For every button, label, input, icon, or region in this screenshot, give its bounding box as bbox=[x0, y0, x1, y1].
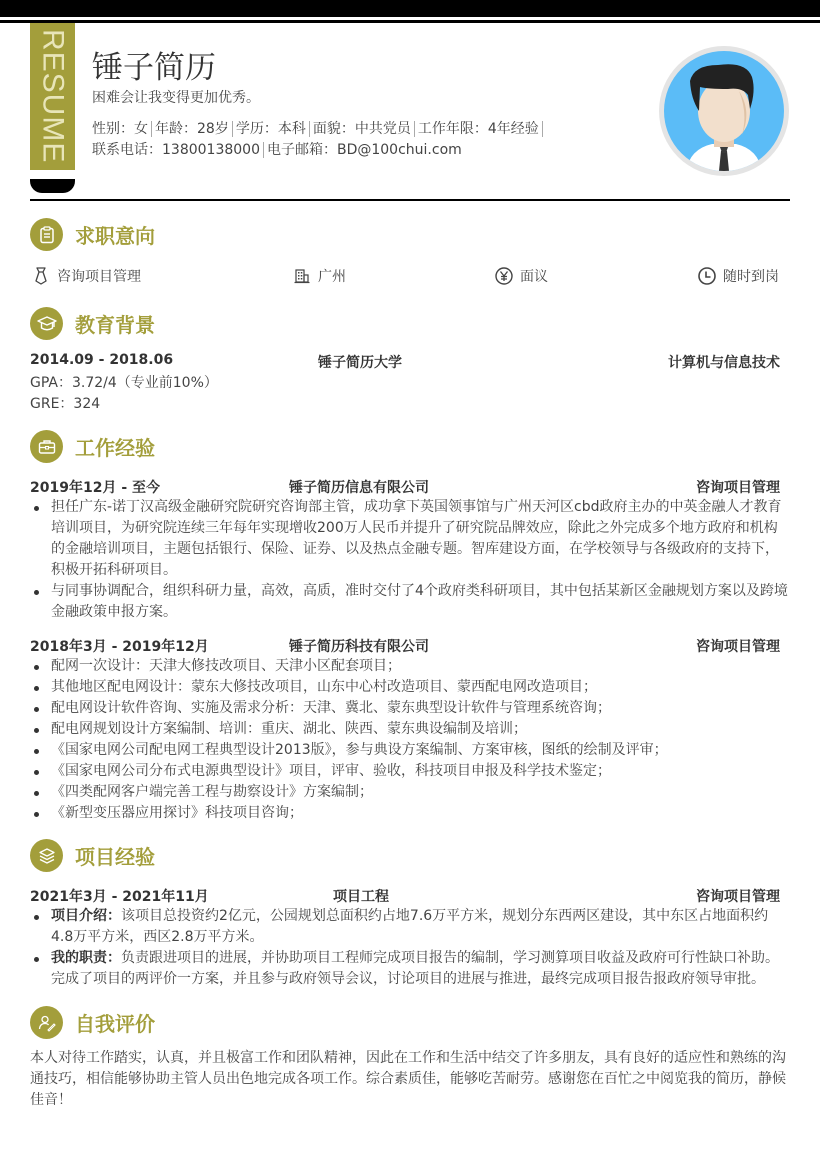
list-item: 配网一次设计：天津大修技改项目、天津小区配套项目； bbox=[30, 656, 790, 677]
self-evaluation-text: 本人对待工作踏实，认真，并且极富工作和团队精神，因此在工作和生活中结交了许多朋友，具有良好的适应性和熟练的沟通技巧，相信能够协助主管人员出色地完成各项工作。综合素质佳，能够吃苦耐劳。感谢您在百忙之中阅览我的简历，静候佳音！ bbox=[30, 1050, 786, 1108]
section-title-projects bbox=[30, 839, 155, 872]
list-item: 配电网设计软件咨询、实施及需求分析：天津、冀北、蒙东典型设计软件与管理系统咨询； bbox=[30, 698, 790, 719]
section-label: 项目经验 bbox=[75, 845, 155, 869]
intent-city-label: 广州 bbox=[318, 269, 346, 285]
project-period: 2021年3月 - 2021年11月 bbox=[30, 889, 209, 905]
project-role: 咨询项目管理 bbox=[696, 889, 780, 905]
education-period: 2014.09 - 2018.06 bbox=[30, 352, 174, 368]
job-bullets bbox=[30, 656, 790, 824]
school-name: 锤子简历大学 bbox=[318, 355, 402, 371]
info-gender: 性别：女 bbox=[92, 121, 152, 137]
intent-salary-label: 面议 bbox=[520, 269, 548, 285]
job-intent-row bbox=[30, 266, 790, 286]
section-title-education bbox=[30, 307, 155, 340]
intent-salary bbox=[495, 266, 548, 286]
major: 计算机与信息技术 bbox=[668, 355, 780, 371]
clock-icon bbox=[698, 267, 716, 285]
section-label: 求职意向 bbox=[75, 224, 155, 248]
info-email: 电子邮箱：BD@100chui.com bbox=[266, 142, 462, 158]
bullet-label: 项目介绍： bbox=[51, 908, 121, 924]
intent-position bbox=[32, 266, 141, 286]
intent-position-label: 咨询项目管理 bbox=[57, 269, 141, 285]
job-role: 咨询项目管理 bbox=[696, 480, 780, 496]
job-role: 咨询项目管理 bbox=[696, 639, 780, 655]
list-item: 《新型变压器应用探讨》科技项目咨询； bbox=[30, 803, 790, 824]
education-gpa: GPA：3.72/4（专业前10%） bbox=[30, 375, 218, 391]
project-name: 项目工程 bbox=[333, 889, 389, 905]
list-item: 《国家电网公司配电网工程典型设计2013版》，参与典设方案编制、方案审核，图纸的绘制及评审； bbox=[30, 740, 790, 761]
section-label: 自我评价 bbox=[75, 1012, 155, 1036]
section-title-self-eval bbox=[30, 1006, 155, 1039]
intent-availability bbox=[698, 266, 779, 286]
layers-icon bbox=[30, 839, 63, 872]
section-title-intent bbox=[30, 218, 155, 251]
job-header bbox=[30, 477, 780, 495]
intent-availability-label: 随时到岗 bbox=[723, 269, 779, 285]
motto: 困难会让我变得更加优秀。 bbox=[92, 90, 260, 106]
building-icon bbox=[293, 267, 311, 285]
resume-tab bbox=[30, 23, 75, 170]
list-item bbox=[30, 906, 790, 948]
bullet-text: 该项目总投资约2亿元，公园规划总面积约占地7.6万平方米，规划分东西两区建设，其中东区占地面积约4.8万平方米，西区2.8万平方米。 bbox=[51, 908, 769, 945]
resume-tab-cap bbox=[30, 179, 75, 193]
section-label: 工作经验 bbox=[75, 436, 155, 460]
person-edit-icon bbox=[30, 1006, 63, 1039]
header-divider bbox=[30, 199, 790, 201]
info-age: 年龄：28岁 bbox=[152, 121, 233, 137]
contact-info-line bbox=[92, 142, 465, 158]
list-item: 《国家电网公司分布式电源典型设计》项目，评审、验收，科技项目申报及科学技术鉴定； bbox=[30, 761, 790, 782]
job-company: 锤子简历科技有限公司 bbox=[289, 639, 429, 655]
info-phone: 联系电话：13800138000 bbox=[92, 142, 264, 158]
graduation-cap-icon bbox=[30, 307, 63, 340]
section-title-work bbox=[30, 430, 155, 463]
list-item: 其他地区配电网设计：蒙东大修技改项目，山东中心村改造项目、蒙西配电网改造项目； bbox=[30, 677, 790, 698]
info-work-years: 工作年限：4年经验 bbox=[415, 121, 543, 137]
job-period: 2018年3月 - 2019年12月 bbox=[30, 639, 209, 655]
top-black-bar bbox=[0, 0, 820, 17]
education-header bbox=[30, 352, 780, 370]
list-item: 配电网规划设计方案编制、培训：重庆、湖北、陕西、蒙东典设编制及培训； bbox=[30, 719, 790, 740]
tie-icon bbox=[32, 267, 50, 285]
list-item: 担任广东-诺丁汉高级金融研究院研究咨询部主管，成功拿下英国领事馆与广州天河区cbd政府主办的中英金融人才教育培训项目，为研究院连续三年每年实现增收200万人民币并提升了研究院品牌效应，除此之外完成多个地方政府和机构的金融培训项目，主题包括银行、保险、证券、以及热点金融专题。智库建设方面，在学校领导与各级政府的支持下，积极开拓科研项目。 bbox=[30, 497, 790, 581]
list-item: 《四类配网客户端完善工程与勘察设计》方案编制； bbox=[30, 782, 790, 803]
briefcase-icon bbox=[30, 430, 63, 463]
job-bullets bbox=[30, 497, 790, 623]
basic-info-line bbox=[92, 121, 543, 137]
list-item: 与同事协调配合，组织科研力量，高效，高质，准时交付了4个政府类科研项目，其中包括某新区金融规划方案以及跨境金融政策申报方案。 bbox=[30, 581, 790, 623]
intent-city bbox=[293, 266, 346, 286]
project-bullets bbox=[30, 906, 790, 990]
section-label: 教育背景 bbox=[75, 313, 155, 337]
resume-tab-label: RESUME bbox=[36, 29, 70, 164]
avatar bbox=[659, 46, 789, 176]
male-avatar-icon bbox=[664, 51, 784, 171]
list-item bbox=[30, 948, 790, 990]
clipboard-icon bbox=[30, 218, 63, 251]
candidate-name: 锤子简历 bbox=[92, 50, 216, 86]
yen-icon bbox=[495, 267, 513, 285]
info-political-status: 面貌：中共党员 bbox=[310, 121, 415, 137]
info-education: 学历：本科 bbox=[233, 121, 310, 137]
job-period: 2019年12月 - 至今 bbox=[30, 480, 161, 496]
job-company: 锤子简历信息有限公司 bbox=[289, 480, 429, 496]
bullet-text: 负责跟进项目的进展，并协助项目工程师完成项目报告的编制，学习测算项目收益及政府可行性缺口补助。完成了项目的两评价一方案，并且参与政府领导会议，讨论项目的进展与推进，最终完成项目报告报政府领导审批。 bbox=[51, 950, 779, 987]
job-header bbox=[30, 636, 780, 654]
top-rule bbox=[0, 20, 820, 23]
project-header bbox=[30, 886, 780, 904]
education-gre: GRE：324 bbox=[30, 396, 101, 412]
bullet-label: 我的职责： bbox=[51, 950, 121, 966]
